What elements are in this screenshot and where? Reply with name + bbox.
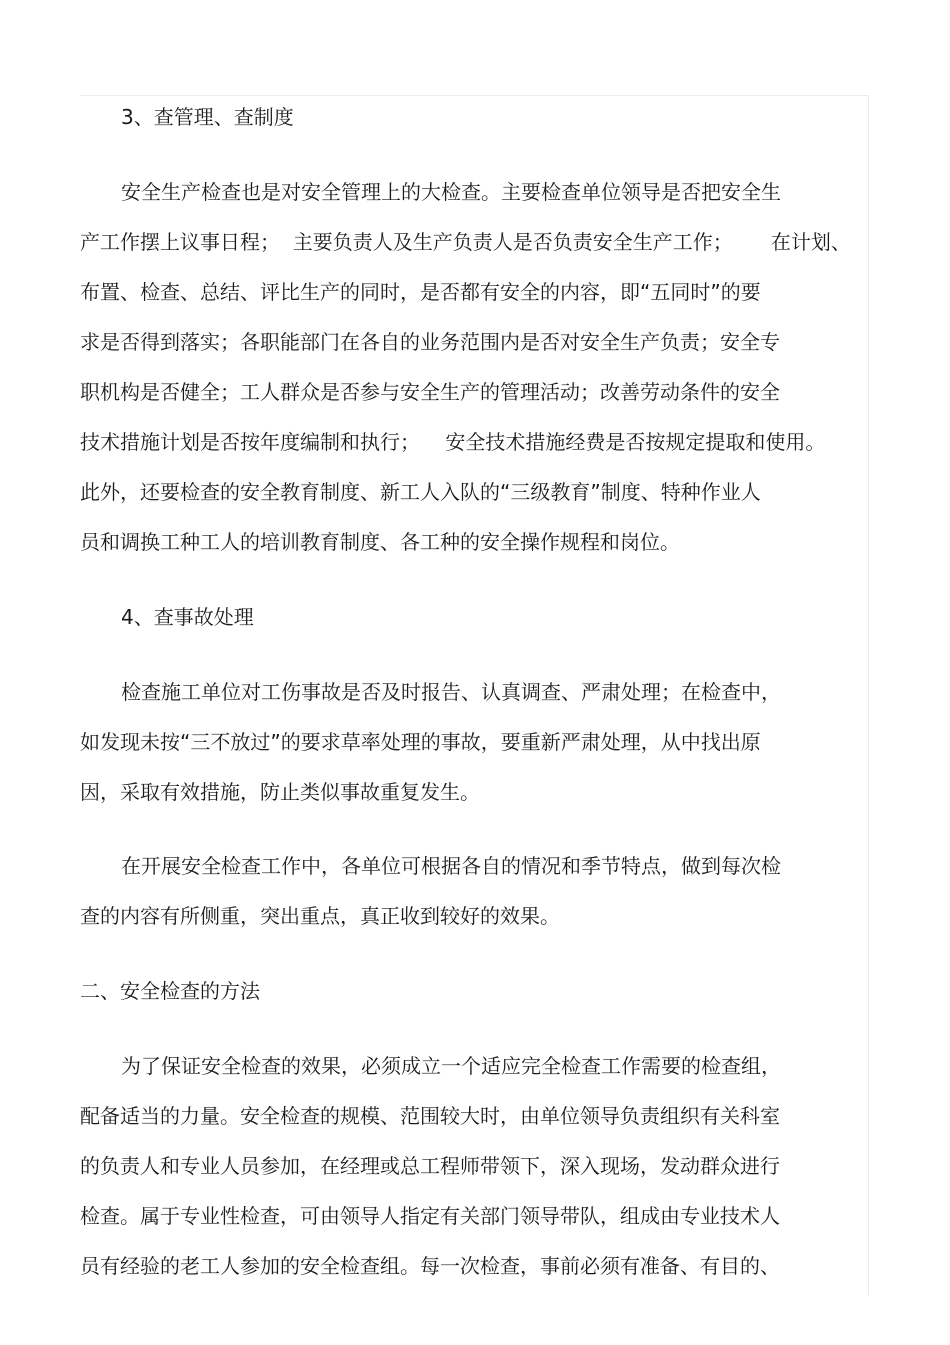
paragraph-line: 员和调换工种工人的培训教育制度、各工种的安全操作规程和岗位。 <box>80 530 680 554</box>
paragraph-line: 配备适当的力量。安全检查的规模、范围较大时，由单位领导负责组织有关科室 <box>80 1104 780 1128</box>
paragraph-line: 职机构是否健全；工人群众是否参与安全生产的管理活动；改善劳动条件的安全 <box>80 380 780 404</box>
paragraph-line: 产工作摆上议事日程； 主要负责人及生产负责人是否负责安全生产工作； 在计划、 <box>80 230 851 254</box>
paragraph-line: 查的内容有所侧重，突出重点，真正收到较好的效果。 <box>80 904 560 928</box>
paragraph-line: 因，采取有效措施，防止类似事故重复发生。 <box>80 780 480 804</box>
paragraph-line: 布置、检查、总结、评比生产的同时，是否都有安全的内容，即“五同时”的要 <box>80 280 761 304</box>
section-heading: 4、查事故处理 <box>121 605 254 629</box>
paragraph-line: 技术措施计划是否按年度编制和执行； 安全技术措施经费是否按规定提取和使用。 <box>80 430 826 454</box>
paragraph-line: 安全生产检查也是对安全管理上的大检查。主要检查单位领导是否把安全生 <box>121 180 781 204</box>
paragraph-line: 的负责人和专业人员参加，在经理或总工程师带领下，深入现场，发动群众进行 <box>80 1154 780 1178</box>
paragraph-line: 为了保证安全检查的效果，必须成立一个适应完全检查工作需要的检查组， <box>121 1054 781 1078</box>
paragraph-line: 员有经验的老工人参加的安全检查组。每一次检查，事前必须有准备、有目的、 <box>80 1254 780 1278</box>
part-heading: 二、安全检查的方法 <box>80 979 260 1003</box>
paragraph-line: 求是否得到落实；各职能部门在各自的业务范围内是否对安全生产负责；安全专 <box>80 330 780 354</box>
paragraph-line: 如发现未按“三不放过”的要求草率处理的事故，要重新严肃处理，从中找出原 <box>80 730 761 754</box>
paragraph-line: 此外，还要检查的安全教育制度、新工人入队的“三级教育”制度、特种作业人 <box>80 480 761 504</box>
paragraph-line: 检查。属于专业性检查，可由领导人指定有关部门领导带队，组成由专业技术人 <box>80 1204 780 1228</box>
paragraph-line: 检查施工单位对工伤事故是否及时报告、认真调查、严肃处理；在检查中， <box>121 680 781 704</box>
paragraph-line: 在开展安全检查工作中，各单位可根据各自的情况和季节特点，做到每次检 <box>121 854 781 878</box>
section-heading: 3、查管理、查制度 <box>121 105 294 129</box>
